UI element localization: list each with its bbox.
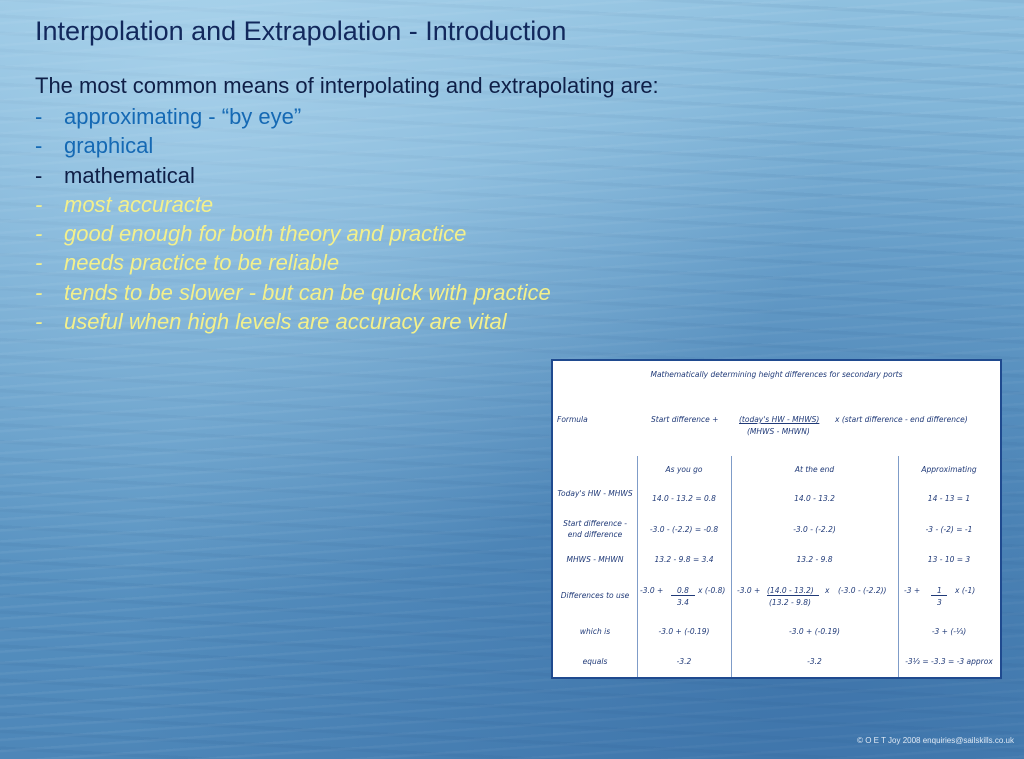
formula-label: Formula xyxy=(557,415,588,424)
table-cell: 13 - 10 = 3 xyxy=(927,555,971,564)
formula-tail: x (start difference - end difference) xyxy=(835,415,968,424)
column-divider xyxy=(898,456,899,677)
row-label: Differences to use xyxy=(560,591,630,600)
bullet-text: good enough for both theory and practice xyxy=(64,221,467,247)
table-cell: 14 - 13 = 1 xyxy=(927,494,971,503)
col-header-as-you-go: As you go xyxy=(665,465,703,474)
formula-start: Start difference + xyxy=(651,415,719,424)
bullet-text: graphical xyxy=(64,133,154,159)
col-header-approximating: Approximating xyxy=(921,465,977,474)
fraction-numerator: 0.8 xyxy=(677,586,689,595)
row-label: MHWS - MHWN xyxy=(566,555,624,564)
formula-part: -3.0 + xyxy=(640,586,664,595)
formula-denominator: (MHWS - MHWN) xyxy=(747,427,810,436)
bullet-item xyxy=(35,248,551,277)
row-label: which is xyxy=(579,627,611,636)
bullet-text: most accuracte xyxy=(64,191,214,217)
table-cell: -3 - (-2) = -1 xyxy=(925,525,973,534)
bullet-dash: - xyxy=(35,279,43,305)
bullet-dash: - xyxy=(35,104,43,129)
bullet-item xyxy=(35,102,551,131)
formula-part: x (-1) xyxy=(955,586,976,595)
table-cell: 14.0 - 13.2 xyxy=(794,494,835,503)
fraction-denominator: (13.2 - 9.8) xyxy=(769,598,811,607)
col-header-at-the-end: At the end xyxy=(794,465,835,474)
table-cell: -3⅓ = -3.3 = -3 approx xyxy=(905,657,993,666)
formula-part: x (-0.8) xyxy=(698,586,726,595)
formula-part: -3 + xyxy=(904,586,921,595)
bullet-dash: - xyxy=(35,133,43,159)
column-divider xyxy=(731,456,732,677)
bullet-item xyxy=(35,278,551,307)
table-cell: -3.2 xyxy=(807,657,822,666)
fraction-bar xyxy=(931,595,947,596)
bullet-text: useful when high levels are accuracy are vital xyxy=(64,309,507,335)
column-divider xyxy=(637,456,638,677)
intro-text: The most common means of interpolating and extrapolating are: xyxy=(35,73,659,98)
bullet-dash: - xyxy=(35,250,43,276)
formula-part: -3.0 + xyxy=(737,586,761,595)
bullet-item xyxy=(35,190,551,219)
table-cell: -3.0 + (-0.19) xyxy=(658,627,710,636)
card-heading: Mathematically determining height differences for secondary ports xyxy=(650,370,903,379)
bullet-item xyxy=(35,219,551,248)
fraction-numerator: (14.0 - 13.2) xyxy=(767,586,814,595)
fraction-denominator: 3.4 xyxy=(677,598,689,607)
table-cell: -3.0 - (-2.2) = -0.8 xyxy=(649,525,719,534)
bullet-dash: - xyxy=(35,162,43,188)
table-cell: 14.0 - 13.2 = 0.8 xyxy=(652,494,716,503)
bullet-item xyxy=(35,161,551,190)
table-cell: -3 + (-⅓) xyxy=(931,627,967,636)
table-cell: -3.0 + (-0.19) xyxy=(789,627,840,636)
fraction-denominator: 3 xyxy=(937,598,942,607)
row-label: Start difference - end difference xyxy=(563,519,627,539)
row-label: Today's HW - MHWS xyxy=(557,489,633,498)
bullet-dash: - xyxy=(35,191,43,217)
fraction-bar xyxy=(671,595,695,596)
bullet-text: tends to be slower - but can be quick with practice xyxy=(64,279,551,305)
table-cell: 13.2 - 9.8 xyxy=(796,555,833,564)
table-cell: -3.2 xyxy=(676,657,692,666)
fraction-bar xyxy=(767,595,819,596)
bullet-item xyxy=(35,307,551,336)
bullet-list xyxy=(35,102,551,336)
bullet-text: approximating - “by eye” xyxy=(64,104,302,129)
formula-part: (-3.0 - (-2.2)) xyxy=(838,586,887,595)
fraction-numerator: 1 xyxy=(937,586,942,595)
bullet-dash: - xyxy=(35,221,43,247)
bullet-text: needs practice to be reliable xyxy=(64,250,340,276)
table-cell: -3.0 - (-2.2) xyxy=(793,525,836,534)
formula-numerator: (today's HW - MHWS) xyxy=(739,415,820,424)
table-cell: 13.2 - 9.8 = 3.4 xyxy=(654,555,714,564)
bullet-dash: - xyxy=(35,309,43,335)
formula-part: x xyxy=(825,586,830,595)
row-label: equals xyxy=(582,657,608,666)
bullet-text: mathematical xyxy=(64,162,195,188)
worked-example-card xyxy=(551,359,1002,679)
slide-title: Interpolation and Extrapolation - Introduction xyxy=(35,16,567,46)
bullet-item xyxy=(35,131,551,160)
copyright-footer: © O E T Joy 2008 enquiries@sailskills.co.uk xyxy=(857,736,1014,745)
